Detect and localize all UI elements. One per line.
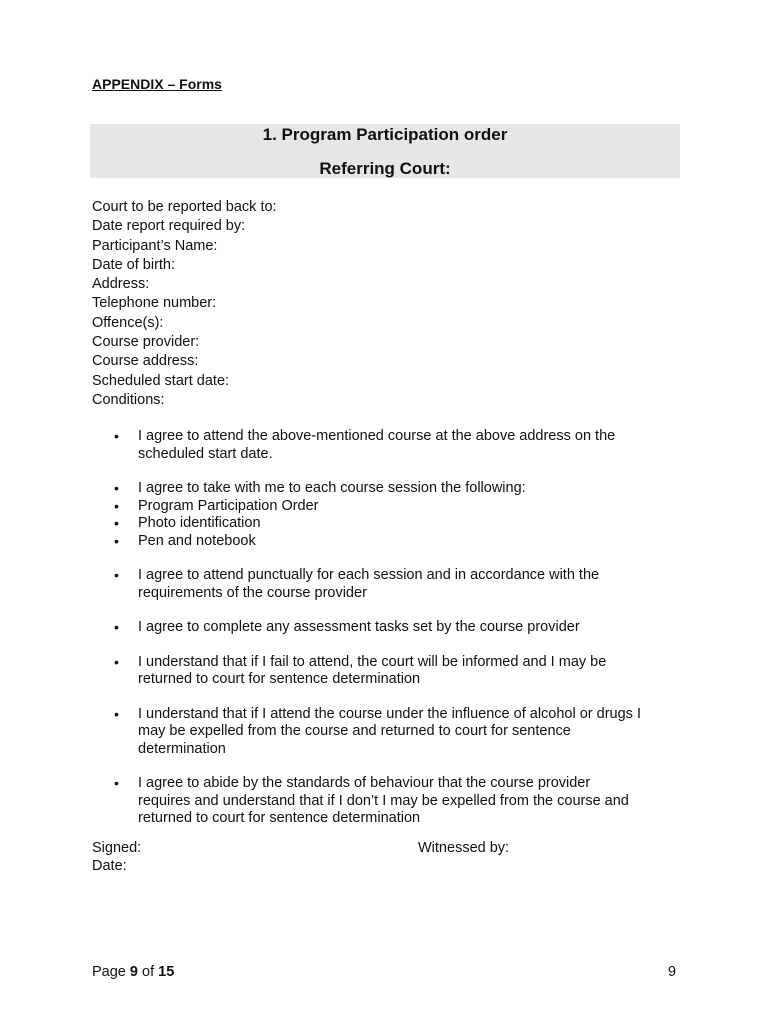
list-item-line: returned to court for sentence determination — [138, 671, 421, 687]
list-item — [92, 480, 682, 498]
list-item — [92, 775, 682, 828]
bullet-icon: • — [114, 515, 119, 531]
list-item — [92, 706, 682, 759]
page-total: 15 — [158, 964, 175, 980]
list-item-line: Program Participation Order — [138, 497, 319, 514]
conditions-list — [92, 428, 682, 828]
field-course-address: Course address: — [92, 353, 199, 370]
signed-label: Signed: — [92, 840, 142, 856]
bullet-icon: • — [114, 497, 119, 514]
bullet-icon: • — [114, 705, 119, 722]
list-item-line: determination — [138, 740, 226, 757]
list-item — [92, 567, 682, 602]
field-date-of-birth: Date of birth: — [92, 256, 176, 273]
page-number: 9 — [129, 964, 138, 980]
field-offences: Offence(s): — [92, 314, 164, 331]
list-item — [92, 498, 682, 516]
field-date-report-required: Date report required by: — [92, 218, 246, 235]
bullet-icon: • — [114, 532, 119, 549]
form-title: 1. Program Participation order — [262, 125, 508, 144]
of-word: of — [142, 964, 155, 980]
appendix-heading: APPENDIX – Forms — [92, 76, 222, 92]
page-word: Page — [92, 964, 126, 980]
bullet-icon: • — [114, 567, 119, 583]
list-item-line: requirements of the course provider — [138, 584, 367, 601]
witnessed-by-label: Witnessed by: — [418, 840, 510, 856]
list-item — [92, 428, 682, 463]
list-item — [92, 515, 682, 533]
list-item-line: may be expelled from the course and returned to court for sentence — [138, 723, 571, 739]
field-course-provider: Course provider: — [92, 334, 200, 351]
field-scheduled-start: Scheduled start date: — [92, 372, 230, 389]
list-item — [92, 533, 682, 551]
list-item-line: I agree to abide by the standards of behaviour that the course provider — [138, 775, 591, 791]
list-item-line: scheduled start date. — [138, 445, 273, 462]
list-item-line: I agree to complete any assessment tasks set by the course provider — [138, 619, 580, 635]
field-participant-name: Participant’s Name: — [92, 237, 218, 254]
page-number-right: 9 — [668, 964, 677, 980]
bullet-icon: • — [114, 428, 119, 444]
field-address: Address: — [92, 276, 150, 293]
list-item-line: Photo identification — [138, 515, 261, 531]
list-item-line: I agree to attend punctually for each session and in accordance with the — [138, 567, 600, 583]
page-footer — [92, 964, 174, 980]
form-fields — [92, 198, 277, 410]
signature-block — [92, 840, 141, 875]
bullet-icon: • — [114, 775, 119, 791]
list-item-line: I understand that if I fail to attend, the court will be informed and I may be — [138, 653, 607, 670]
field-telephone: Telephone number: — [92, 295, 217, 312]
bullet-icon: • — [114, 480, 119, 496]
list-item — [92, 619, 682, 637]
list-item-line: I agree to take with me to each course session the following: — [138, 480, 526, 496]
date-label: Date: — [92, 857, 127, 874]
list-item-line: Pen and notebook — [138, 532, 256, 549]
referring-court-label: Referring Court: — [319, 159, 451, 178]
list-item-line: requires and understand that if I don’t I may be expelled from the course and — [138, 792, 629, 809]
bullet-icon: • — [114, 653, 119, 670]
field-court-report-back: Court to be reported back to: — [92, 199, 277, 215]
list-item — [92, 654, 682, 689]
bullet-icon: • — [114, 619, 119, 635]
form-title-banner — [90, 124, 680, 178]
list-item-line: I understand that if I attend the course under the influence of alcohol or drugs I — [138, 705, 641, 722]
field-conditions: Conditions: — [92, 391, 165, 408]
list-item-line: I agree to attend the above-mentioned course at the above address on the — [138, 428, 616, 444]
list-item-line: returned to court for sentence determination — [138, 810, 421, 826]
